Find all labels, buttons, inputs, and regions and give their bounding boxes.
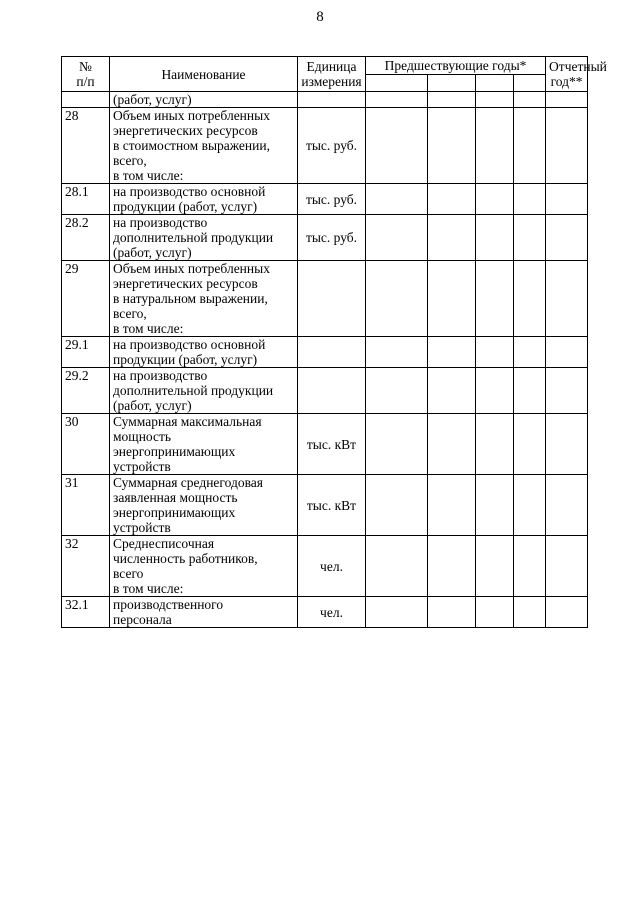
row-name-line: в натуральном выражении, xyxy=(113,291,268,306)
row-unit xyxy=(298,92,366,108)
previous-year-value xyxy=(476,414,514,475)
row-number: 28.1 xyxy=(62,184,110,215)
previous-year-value xyxy=(366,108,428,184)
row-number: 32 xyxy=(62,536,110,597)
row-name-line: устройств xyxy=(113,520,171,535)
row-unit: чел. xyxy=(298,536,366,597)
row-name-line: дополнительной продукции xyxy=(113,383,274,398)
reporting-year-value xyxy=(546,597,588,628)
previous-year-value xyxy=(514,536,546,597)
row-number: 30 xyxy=(62,414,110,475)
header-reporting-year-line: год** xyxy=(550,74,583,89)
previous-year-value xyxy=(366,536,428,597)
row-name-line: (работ, услуг) xyxy=(113,245,192,260)
header-year-cell xyxy=(366,75,428,92)
previous-year-value xyxy=(514,337,546,368)
previous-year-value xyxy=(428,261,476,337)
row-name-line: устройств xyxy=(113,459,171,474)
previous-year-value xyxy=(476,215,514,261)
previous-year-value xyxy=(476,536,514,597)
row-name-line: в том числе: xyxy=(113,581,184,596)
reporting-year-value xyxy=(546,92,588,108)
row-name-line: заявленная мощность xyxy=(113,490,238,505)
row-name-line: Объем иных потребленных xyxy=(113,261,270,276)
row-number: 29.1 xyxy=(62,337,110,368)
row-unit: чел. xyxy=(298,597,366,628)
row-name-line: энергопринимающих xyxy=(113,444,236,459)
row-unit: тыс. кВт xyxy=(298,414,366,475)
previous-year-value xyxy=(514,108,546,184)
row-unit: тыс. руб. xyxy=(298,215,366,261)
previous-year-value xyxy=(366,475,428,536)
row-name xyxy=(110,536,298,597)
row-name xyxy=(110,215,298,261)
reporting-year-value xyxy=(546,414,588,475)
row-name-line: в стоимостном выражении, xyxy=(113,138,270,153)
row-unit: тыс. руб. xyxy=(298,184,366,215)
previous-year-value xyxy=(514,261,546,337)
previous-year-value xyxy=(366,92,428,108)
row-number: 28 xyxy=(62,108,110,184)
row-number: 31 xyxy=(62,475,110,536)
reporting-year-value xyxy=(546,215,588,261)
row-number: 29 xyxy=(62,261,110,337)
row-name-line: продукции (работ, услуг) xyxy=(113,352,258,367)
row-name-line: на производство xyxy=(113,368,208,383)
table-row xyxy=(62,414,588,475)
reporting-year-value xyxy=(546,368,588,414)
row-name-line: Суммарная максимальная xyxy=(113,414,262,429)
row-name xyxy=(110,108,298,184)
header-unit-line: Единица xyxy=(306,59,357,74)
table-row xyxy=(62,92,588,108)
table-row xyxy=(62,108,588,184)
row-name-line: в том числе: xyxy=(113,321,184,336)
previous-year-value xyxy=(428,414,476,475)
header-year-cell xyxy=(514,75,546,92)
table-row xyxy=(62,261,588,337)
previous-year-value xyxy=(428,475,476,536)
row-number xyxy=(62,92,110,108)
previous-year-value xyxy=(366,261,428,337)
row-name-line: персонала xyxy=(113,612,172,627)
row-number: 32.1 xyxy=(62,597,110,628)
table-row xyxy=(62,368,588,414)
reporting-year-value xyxy=(546,337,588,368)
header-previous-years: Предшествующие годы* xyxy=(366,57,546,75)
row-name xyxy=(110,261,298,337)
previous-year-value xyxy=(514,597,546,628)
previous-year-value xyxy=(476,184,514,215)
row-unit xyxy=(298,368,366,414)
page-number: 8 xyxy=(316,9,324,25)
previous-year-value xyxy=(514,184,546,215)
previous-year-value xyxy=(514,92,546,108)
row-name-line: энергетических ресурсов xyxy=(113,123,258,138)
table-row xyxy=(62,184,588,215)
reporting-year-value xyxy=(546,475,588,536)
row-name-line: (работ, услуг) xyxy=(113,398,192,413)
row-name-line: производственного xyxy=(113,597,224,612)
previous-year-value xyxy=(366,597,428,628)
row-name-line: на производство основной xyxy=(113,337,266,352)
row-name-line: Суммарная среднегодовая xyxy=(113,475,263,490)
row-name-line: в том числе: xyxy=(113,168,184,183)
header-name: Наименование xyxy=(110,57,298,92)
row-name-line: всего xyxy=(113,566,144,581)
row-name-line: на производство основной xyxy=(113,184,266,199)
previous-year-value xyxy=(366,414,428,475)
row-unit xyxy=(298,261,366,337)
row-number: 28.2 xyxy=(62,215,110,261)
header-num-line: п/п xyxy=(76,74,95,89)
header-year-cell xyxy=(428,75,476,92)
row-number: 29.2 xyxy=(62,368,110,414)
previous-year-value xyxy=(428,368,476,414)
table-row xyxy=(62,475,588,536)
previous-year-value xyxy=(476,368,514,414)
previous-year-value xyxy=(428,184,476,215)
table-row xyxy=(62,337,588,368)
report-table xyxy=(61,56,607,628)
row-unit: тыс. кВт xyxy=(298,475,366,536)
row-name-line: численность работников, xyxy=(113,551,258,566)
reporting-year-value xyxy=(546,184,588,215)
previous-year-value xyxy=(476,108,514,184)
previous-year-value xyxy=(476,261,514,337)
header-unit-line: измерения xyxy=(301,74,362,89)
row-name xyxy=(110,368,298,414)
table-row xyxy=(62,215,588,261)
header-reporting-year xyxy=(546,57,607,92)
previous-year-value xyxy=(514,414,546,475)
header-num xyxy=(62,57,110,92)
previous-year-value xyxy=(428,92,476,108)
row-name xyxy=(110,597,298,628)
previous-year-value xyxy=(366,368,428,414)
row-name-line: (работ, услуг) xyxy=(113,92,192,107)
previous-year-value xyxy=(428,337,476,368)
previous-year-value xyxy=(366,337,428,368)
row-name-line: Среднесписочная xyxy=(113,536,215,551)
previous-year-value xyxy=(428,597,476,628)
table-row xyxy=(62,597,588,628)
header-unit xyxy=(298,57,366,92)
reporting-year-value xyxy=(546,108,588,184)
header-reporting-year-line: Отчетный xyxy=(549,59,607,74)
header-year-cell xyxy=(476,75,514,92)
previous-year-value xyxy=(514,475,546,536)
previous-year-value xyxy=(428,215,476,261)
previous-year-value xyxy=(476,92,514,108)
previous-year-value xyxy=(428,108,476,184)
previous-year-value xyxy=(476,337,514,368)
row-unit: тыс. руб. xyxy=(298,108,366,184)
previous-year-value xyxy=(366,184,428,215)
previous-year-value xyxy=(428,536,476,597)
reporting-year-value xyxy=(546,261,588,337)
table-row xyxy=(62,536,588,597)
row-name-line: на производство xyxy=(113,215,208,230)
row-name-line: продукции (работ, услуг) xyxy=(113,199,258,214)
row-unit xyxy=(298,337,366,368)
row-name-line: всего, xyxy=(113,306,147,321)
row-name xyxy=(110,337,298,368)
row-name-line: дополнительной продукции xyxy=(113,230,274,245)
row-name-line: энергетических ресурсов xyxy=(113,276,258,291)
row-name xyxy=(110,92,298,108)
table-body xyxy=(62,92,588,628)
row-name-line: Объем иных потребленных xyxy=(113,108,270,123)
reporting-year-value xyxy=(546,536,588,597)
previous-year-value xyxy=(514,368,546,414)
header-num-line: № xyxy=(79,59,92,74)
previous-year-value xyxy=(476,475,514,536)
row-name xyxy=(110,414,298,475)
previous-year-value xyxy=(476,597,514,628)
row-name-line: мощность xyxy=(113,429,172,444)
previous-year-value xyxy=(514,215,546,261)
row-name xyxy=(110,475,298,536)
previous-year-value xyxy=(366,215,428,261)
row-name-line: энергопринимающих xyxy=(113,505,236,520)
row-name-line: всего, xyxy=(113,153,147,168)
row-name xyxy=(110,184,298,215)
